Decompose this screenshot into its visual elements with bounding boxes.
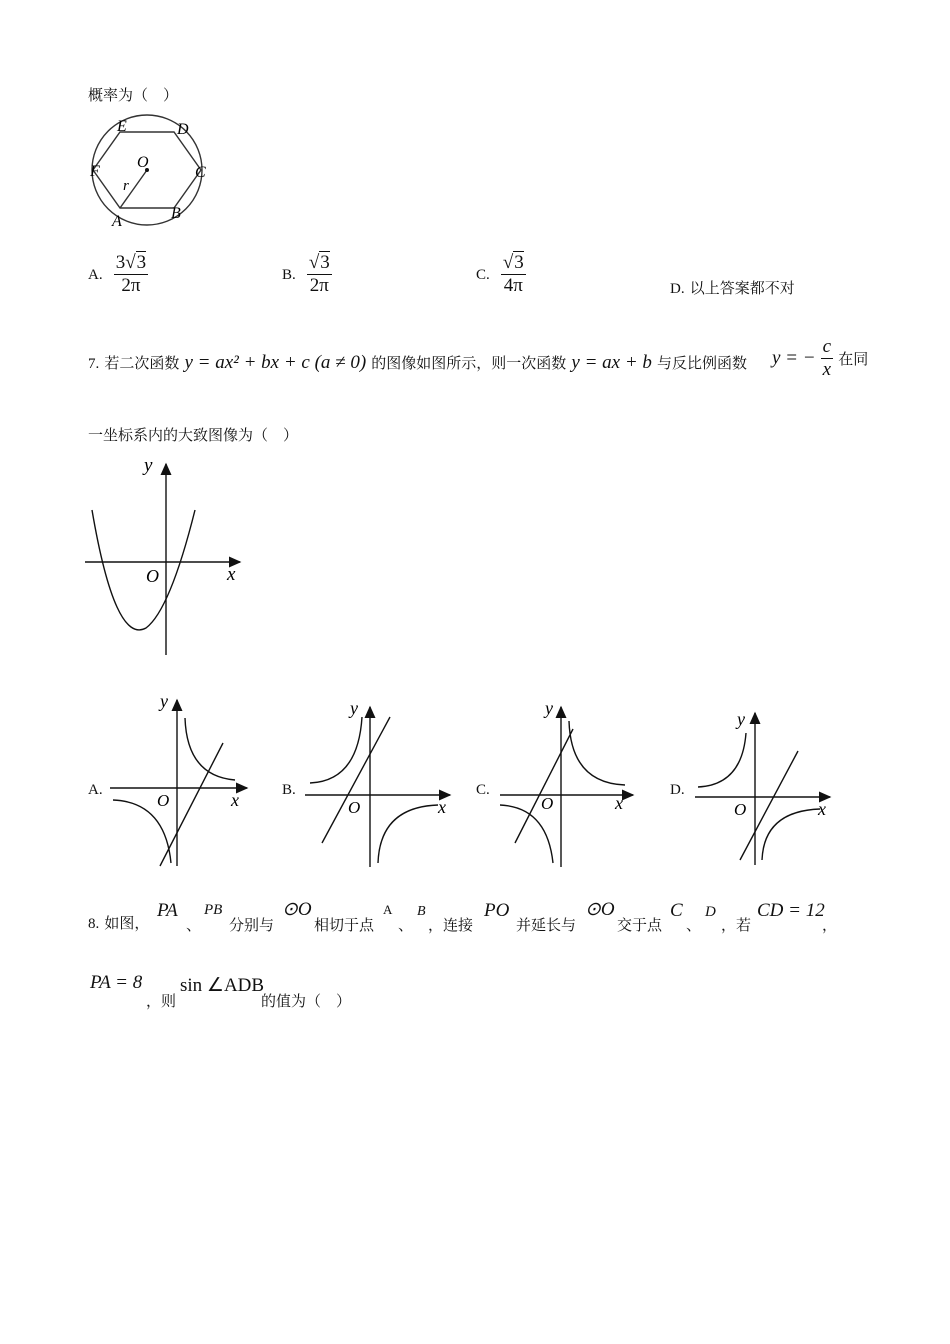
svg-text:x: x xyxy=(615,793,623,813)
q8-point-C: C xyxy=(670,900,683,921)
q8-cond-PA: PA = 8 xyxy=(90,972,143,993)
q8-sep1: 、 xyxy=(186,916,202,934)
label-D: D xyxy=(177,121,189,138)
q7-option-c-graph[interactable] xyxy=(495,695,643,870)
q7-stem-line1: 7. 若二次函数 y = ax² + bx + c (a ≠ 0) 的图像如图所示，则一次函数 y = ax + b 与反比例函数 xyxy=(88,352,748,373)
y-axis-label: y xyxy=(144,455,153,476)
svg-text:x: x xyxy=(818,799,826,819)
q8-sin-ADB: sin ∠ADB xyxy=(180,975,265,996)
label-E: E xyxy=(117,118,127,135)
svg-text:x: x xyxy=(438,797,446,817)
q7-option-d-label[interactable]: D. xyxy=(670,782,685,798)
svg-text:y: y xyxy=(160,691,168,711)
q7-option-b-label[interactable]: B. xyxy=(282,782,296,798)
parabola-figure xyxy=(80,450,260,665)
label-B: B xyxy=(171,205,181,222)
q8-t4: ，连接 xyxy=(428,916,474,934)
q8-t3: 相切于点 xyxy=(314,916,375,934)
svg-text:y: y xyxy=(350,698,358,718)
q8-circle-O2: ⊙O xyxy=(585,899,615,920)
hexagon-figure xyxy=(85,112,220,232)
q8-point-A: A xyxy=(383,902,393,917)
q6-stem-tail: 概率为（ ） xyxy=(88,86,179,104)
label-A: A xyxy=(112,213,122,230)
q8-t7: ，若 xyxy=(721,916,752,934)
q8-circle-O: ⊙O xyxy=(282,899,312,920)
q8-point-B: B xyxy=(417,904,426,919)
svg-text:O: O xyxy=(157,791,170,810)
x-axis-label: x xyxy=(227,564,236,585)
svg-text:y: y xyxy=(737,709,745,729)
q7-option-c-label[interactable]: C. xyxy=(476,782,490,798)
q8-t5: 并延长与 xyxy=(516,916,577,934)
q8-PB: PB xyxy=(204,902,223,918)
q8-PO: PO xyxy=(484,900,510,921)
q6-option-b[interactable]: B. $\frac{√3}{2\pi}$ xyxy=(282,252,330,296)
q7-inverse-function: y = − $\frac{c}{x}$ 在同 xyxy=(772,336,869,380)
q8-PA: PA xyxy=(157,900,178,921)
svg-text:O: O xyxy=(734,800,747,819)
origin-label: O xyxy=(146,566,159,586)
label-r: r xyxy=(123,178,129,194)
label-F: F xyxy=(90,163,100,180)
q8-t2: 分别与 xyxy=(229,916,275,934)
q8-sep2: 、 xyxy=(398,916,414,934)
q8-comma: ， xyxy=(822,916,838,934)
q8-t6: 交于点 xyxy=(617,916,663,934)
q8-t9: 的值为（ ） xyxy=(261,992,352,1010)
svg-text:O: O xyxy=(541,794,554,813)
q8-t8: ，则 xyxy=(146,992,177,1010)
svg-text:x: x xyxy=(231,790,239,810)
q6-option-a[interactable]: A. $\frac{3√3}{2\pi}$ xyxy=(88,252,147,296)
q6-option-d[interactable]: D. 以上答案都不对 xyxy=(670,279,795,297)
q8-point-D: D xyxy=(705,904,716,920)
svg-text:y: y xyxy=(545,698,553,718)
q6-option-c[interactable]: C. $\frac{√3}{4\pi}$ xyxy=(476,252,524,296)
q8-sep3: 、 xyxy=(686,916,702,934)
label-C: C xyxy=(195,164,206,181)
q8-cond-CD: CD = 12 xyxy=(757,900,825,921)
q7-stem-line2: 一坐标系内的大致图像为（ ） xyxy=(88,426,299,444)
label-O: O xyxy=(137,154,149,171)
svg-text:O: O xyxy=(348,798,361,817)
q7-option-a-label[interactable]: A. xyxy=(88,782,103,798)
q8-number: 8. 如图， xyxy=(88,914,150,932)
q7-option-a-graph[interactable] xyxy=(105,688,255,868)
q7-option-b-graph[interactable] xyxy=(300,695,458,870)
q7-option-d-graph[interactable] xyxy=(690,705,840,870)
